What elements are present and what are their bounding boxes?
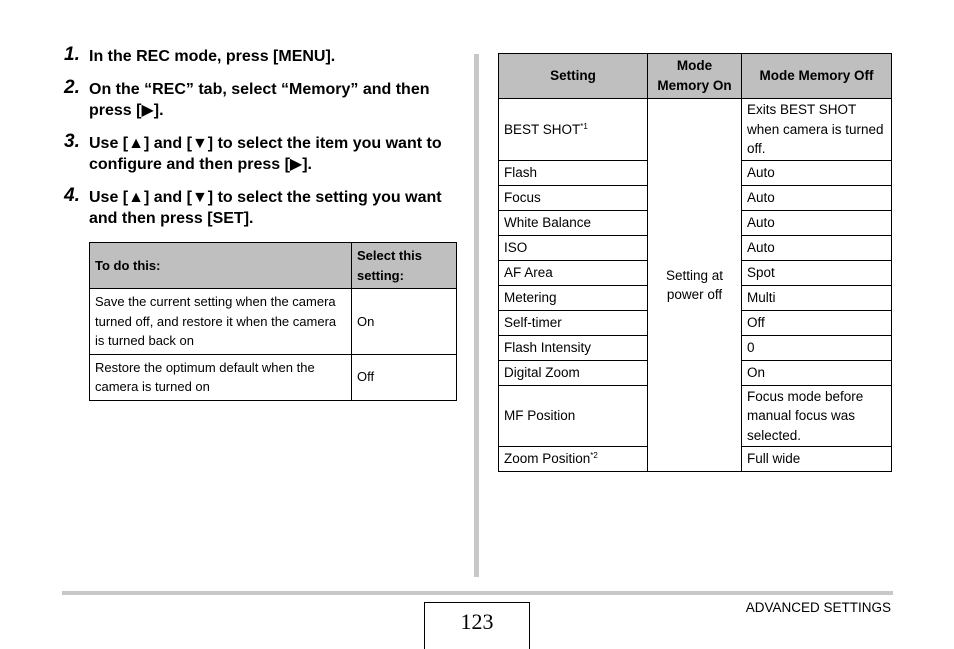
column-header: Setting	[499, 54, 648, 99]
setting-name: Flash Intensity	[499, 335, 648, 360]
setting-name: ISO	[499, 235, 648, 260]
footnote-marker: *1	[580, 121, 588, 131]
setting-name: BEST SHOT$^{*1}$	[499, 99, 648, 161]
table-cell: Off	[352, 354, 457, 400]
step-text: On the “REC” tab, select “Memory” and then press [▶].	[89, 81, 430, 119]
page-number: 123	[424, 602, 530, 649]
setting-name: AF Area	[499, 260, 648, 285]
step-4	[62, 187, 462, 229]
step-text: Use [▲] and [▼] to select the setting you want and then press [SET].	[89, 189, 442, 227]
footnote-marker: *2	[590, 451, 598, 461]
column-header: To do this:	[90, 243, 352, 289]
table-cell: On	[352, 289, 457, 355]
step-number: 3.	[64, 131, 80, 152]
step-number: 4.	[64, 185, 80, 206]
table-row	[499, 99, 892, 161]
settings-table	[498, 53, 892, 472]
memory-off-value: Auto	[742, 235, 892, 260]
steps-list	[62, 46, 462, 241]
table-cell: Restore the optimum default when the camera is turned on	[90, 354, 352, 400]
memory-off-value: Off	[742, 310, 892, 335]
step-1	[62, 46, 462, 67]
step-number: 1.	[64, 44, 80, 65]
step-2	[62, 79, 462, 121]
table-header-row	[499, 54, 892, 99]
section-title: ADVANCED SETTINGS	[745, 600, 891, 615]
table-row	[90, 289, 457, 355]
setting-name: White Balance	[499, 210, 648, 235]
memory-off-value: Auto	[742, 160, 892, 185]
action-table	[89, 242, 457, 401]
column-header: Mode Memory On	[648, 54, 742, 99]
step-3	[62, 133, 462, 175]
memory-off-value: 0	[742, 335, 892, 360]
setting-name: Focus	[499, 185, 648, 210]
setting-name: Flash	[499, 160, 648, 185]
setting-name: MF Position	[499, 385, 648, 447]
memory-off-value: Focus mode before manual focus was selected.	[742, 385, 892, 447]
step-number: 2.	[64, 77, 80, 98]
setting-name: Self-timer	[499, 310, 648, 335]
memory-off-value: Exits BEST SHOT when camera is turned off.	[742, 99, 892, 161]
setting-name: Zoom Position$^{*2}$	[499, 447, 648, 472]
setting-name: Metering	[499, 285, 648, 310]
memory-on-value: Setting at power off	[648, 99, 742, 472]
column-header: Select this setting:	[352, 243, 457, 289]
step-text: Use [▲] and [▼] to select the item you want to configure and then press [▶].	[89, 135, 442, 173]
memory-off-value: Auto	[742, 185, 892, 210]
memory-off-value: Spot	[742, 260, 892, 285]
memory-off-value: On	[742, 360, 892, 385]
table-cell: Save the current setting when the camera turned off, and restore it when the camera is turned back on	[90, 289, 352, 355]
footer-rule	[62, 591, 893, 595]
table-row	[90, 354, 457, 400]
column-divider	[474, 54, 479, 577]
table-header-row	[90, 243, 457, 289]
step-text: In the REC mode, press [MENU].	[89, 48, 336, 65]
memory-off-value: Multi	[742, 285, 892, 310]
column-header: Mode Memory Off	[742, 54, 892, 99]
setting-name: Digital Zoom	[499, 360, 648, 385]
memory-off-value: Auto	[742, 210, 892, 235]
memory-off-value: Full wide	[742, 447, 892, 472]
